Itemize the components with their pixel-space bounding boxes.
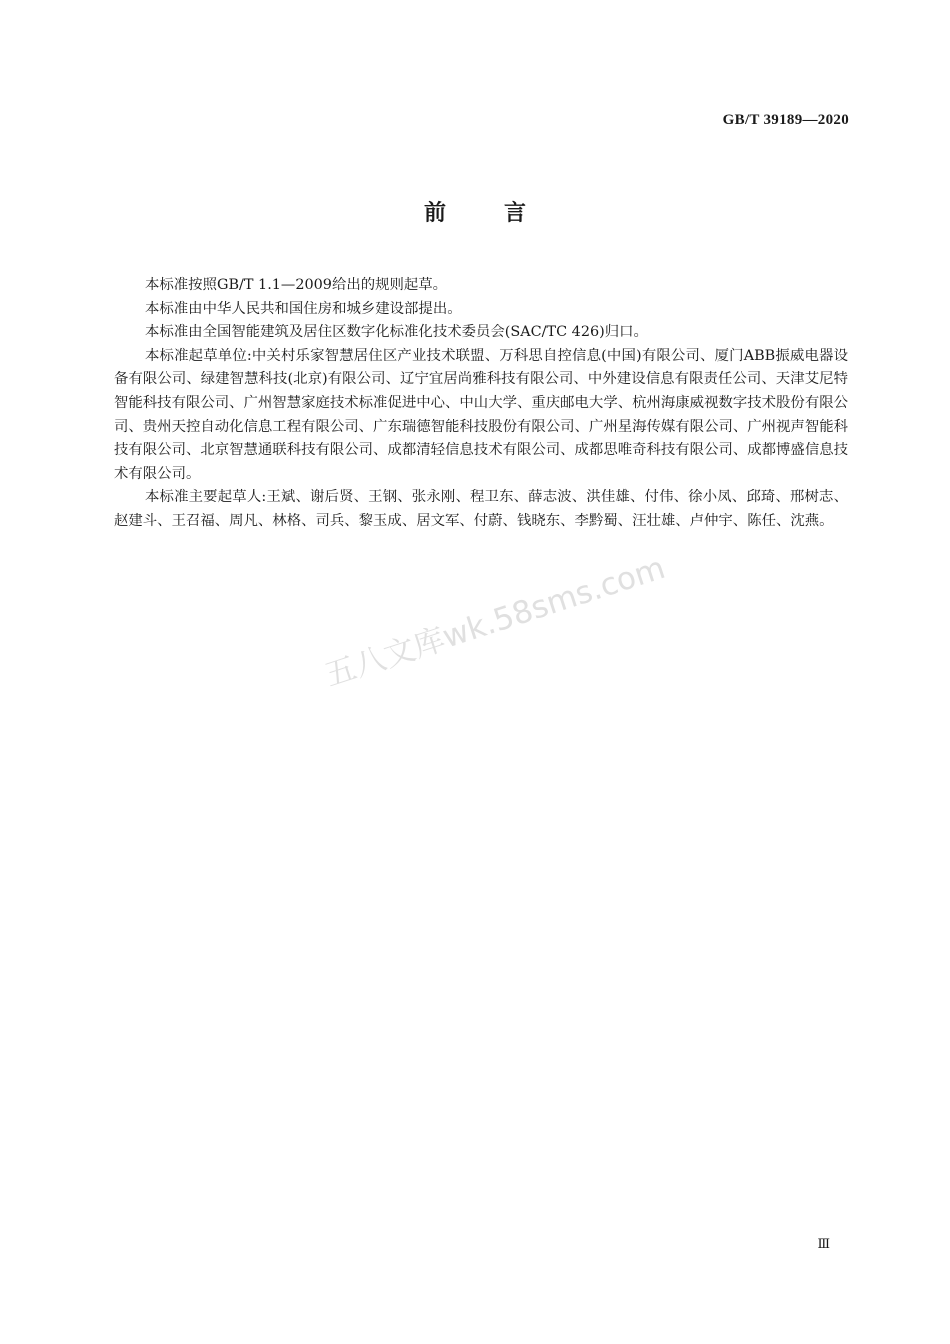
watermark: 五八文库wk.58sms.com <box>320 549 670 694</box>
paragraph-drafting-rules: 本标准按照GB/T 1.1—2009给出的规则起草。 <box>145 277 448 293</box>
page-title: 前言 <box>423 201 584 226</box>
paragraph-drafters: 本标准主要起草人:王斌、谢后贤、王钢、张永刚、程卫东、薛志波、洪佳雄、付伟、徐小凤、邱琦、邢树志、赵建斗、王召福、周凡、林格、司兵、黎玉成、居文军、付蔚、钱晓东、李黔蜀、汪壮雄、卢仲宇、陈任、沈燕。 <box>114 489 848 529</box>
page-number: Ⅲ <box>817 1236 830 1251</box>
foreword-body <box>114 274 848 534</box>
paragraph-committee: 本标准由全国智能建筑及居住区数字化标准化技术委员会(SAC/TC 426)归口。 <box>145 324 648 341</box>
paragraph-proposer: 本标准由中华人民共和国住房和城乡建设部提出。 <box>145 300 462 317</box>
standard-code: GB/T 39189—2020 <box>722 112 849 128</box>
paragraph-drafting-units: 本标准起草单位:中关村乐家智慧居住区产业技术联盟、万科思自控信息(中国)有限公司、厦门ABB振威电器设备有限公司、绿建智慧科技(北京)有限公司、辽宁宜居尚雅科技有限公司、中外建设信息有限责任公司、天津艾尼特智能科技有限公司、广州智慧家庭技术标准促进中心、中山大学、重庆邮电大学、杭州海康威视数字技术股份有限公司、贵州天控自动化信息工程有限公司、广东瑞德智能科技股份有限公司、广州星海传媒有限公司、广州视声智能科技有限公司、北京智慧通联科技有限公司、成都清轻信息技术有限公司、成都思唯奇科技有限公司、成都博盛信息技术有限公司。 <box>114 347 848 482</box>
